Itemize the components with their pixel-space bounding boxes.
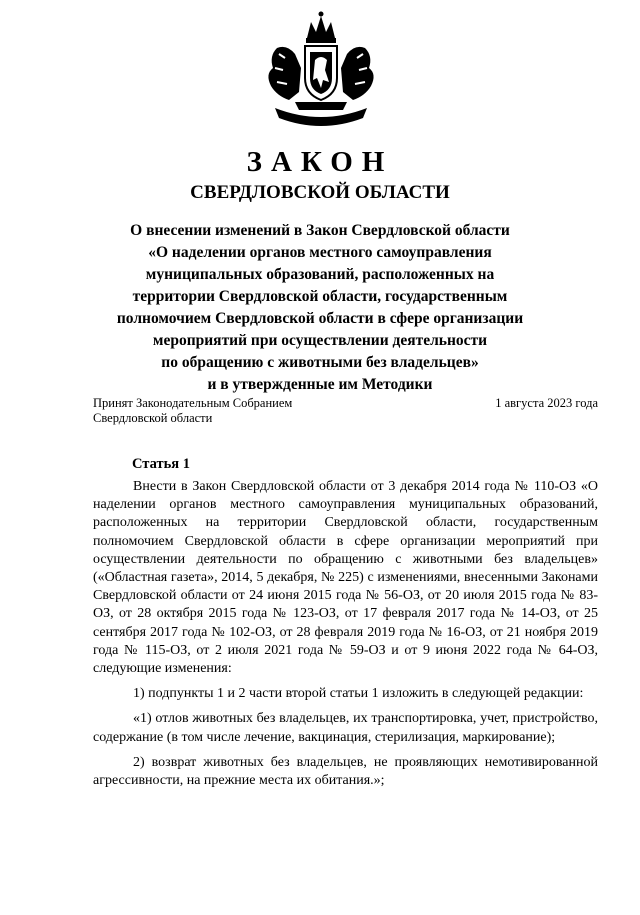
- title-line: О внесении изменений в Закон Свердловской области: [130, 222, 510, 239]
- law-heading: ЗАКОН: [246, 146, 394, 178]
- title-line: «О наделении органов местного самоуправления: [148, 244, 492, 261]
- sverdlovsk-coat-of-arms-icon: [255, 8, 387, 140]
- law-title: [110, 220, 530, 396]
- title-line: муниципальных образований, расположенных на: [145, 266, 495, 283]
- article-body: [93, 478, 598, 797]
- title-line: и в утвержденные им Методики: [207, 376, 433, 393]
- article-heading: Статья 1: [132, 456, 190, 472]
- title-line: мероприятий при осуществлении деятельности: [152, 332, 488, 349]
- article-intro-paragraph: Внести в Закон Свердловской области от 3 декабря 2014 года № 110-ОЗ «О наделении органов местного самоуправления муниципальных образований, расположенных на территории Свердловской области, государственным полномочием Свердловской области в сфере организации мероприятий при осуществлении деятельности по обращению с животными без владельцев» («Областная газета», 2014, 5 декабря, № 225) с изменениями, внесенными Законами Свердловской области от 24 июня 2015 года № 56-ОЗ, от 20 июля 2015 года № 83-ОЗ, от 28 октября 2015 года № 123-ОЗ, от 17 февраля 2017 года № 14-ОЗ, от 25 сентября 2017 года № 102-ОЗ, от 28 февраля 2019 года № 16-ОЗ, от 21 ноября 2019 года № 115-ОЗ, от 2 июля 2021 года № 59-ОЗ и от 9 июня 2022 года № 64-ОЗ, следующие изменения:: [93, 479, 598, 677]
- adopted-by-line: Свердловской области: [93, 411, 213, 425]
- title-line: полномочием Свердловской области в сфере организации: [116, 310, 524, 327]
- adoption-date: 1 августа 2023 года: [495, 396, 598, 410]
- quoted-subitem: «1) отлов животных без владельцев, их транспортировка, учет, пристройство, содержание (в том числе лечение, вакцинация, стерилизация, маркирование);: [93, 711, 598, 745]
- region-name: СВЕРДЛОВСКОЙ ОБЛАСТИ: [190, 182, 450, 203]
- adopted-by-line: Принят Законодательным Собранием: [93, 396, 293, 410]
- amendment-item: 1) подпункты 1 и 2 части второй статьи 1 изложить в следующей редакции:: [133, 686, 584, 702]
- quoted-subitem: 2) возврат животных без владельцев, не проявляющих немотивированной агрессивности, на прежние места их обитания.»;: [93, 754, 598, 789]
- adopted-by: [93, 396, 292, 426]
- title-line: по обращению с животными без владельцев»: [161, 354, 479, 371]
- title-line: территории Свердловской области, государственным: [132, 288, 508, 305]
